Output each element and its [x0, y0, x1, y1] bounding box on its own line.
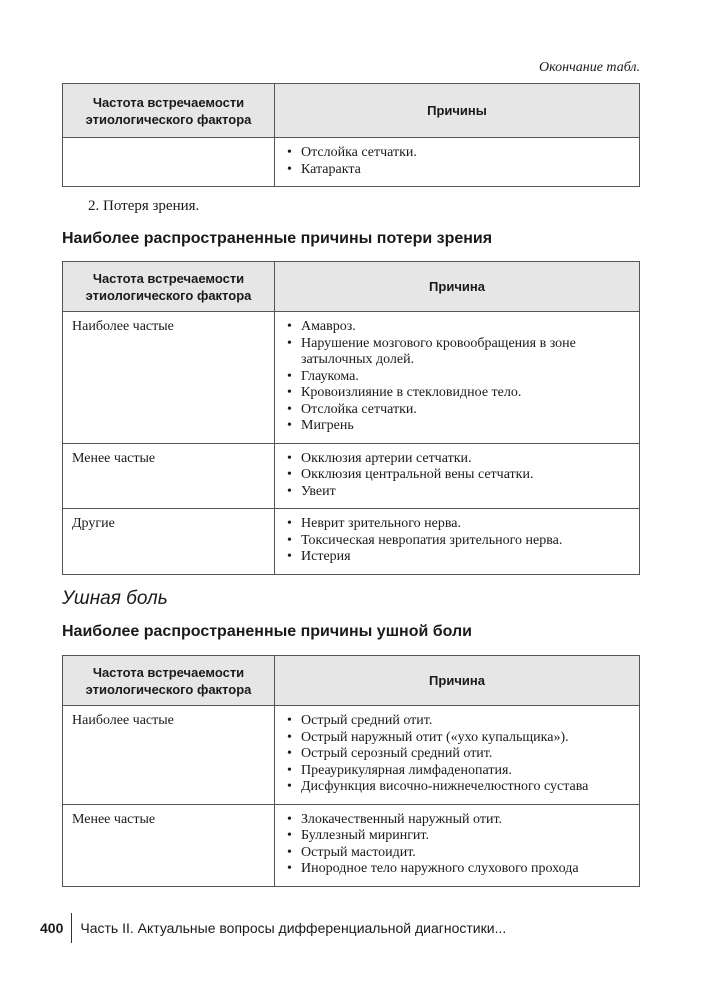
cause-item: • Окклюзия артерии сетчатки. — [301, 451, 629, 468]
table-row — [63, 138, 640, 187]
causes-cell — [275, 804, 640, 886]
cause-item: • Отслойка сетчатки. — [301, 402, 629, 419]
column-header-frequency: Частота встречаемости этиологического фактора — [63, 656, 275, 706]
footer-divider — [71, 913, 72, 943]
frequency-cell: Менее частые — [63, 443, 275, 509]
cause-item: • Буллезный мирингит. — [301, 828, 629, 845]
frequency-cell: Наиболее частые — [63, 312, 275, 444]
cause-item: • Отслойка сетчатки. — [301, 145, 629, 162]
column-header-cause: Причина — [275, 656, 640, 706]
subsection-title: Ушная боль — [62, 588, 168, 609]
cause-item: • Острый средний отит. — [301, 713, 629, 730]
cause-item: • Острый мастоидит. — [301, 845, 629, 862]
causes-cell — [275, 706, 640, 805]
cause-item: • Окклюзия центральной вены сетчатки. — [301, 467, 629, 484]
causes-cell — [275, 312, 640, 444]
cause-item: • Инородное тело наружного слухового прохода — [301, 861, 629, 878]
cause-item: • Преаурикулярная лимфаденопатия. — [301, 763, 629, 780]
paragraph-vision-loss: 2. Потеря зрения. — [88, 198, 200, 214]
cause-item: • Неврит зрительного нерва. — [301, 516, 629, 533]
page-footer — [40, 914, 506, 942]
column-header-cause: Причина — [275, 262, 640, 312]
cause-item: • Мигрень — [301, 418, 629, 435]
frequency-cell: Наиболее частые — [63, 706, 275, 805]
causes-cell — [275, 443, 640, 509]
continuation-label: Окончание табл. — [539, 60, 640, 75]
frequency-cell: Менее частые — [63, 804, 275, 886]
cause-item: • Катаракта — [301, 162, 629, 179]
cause-item: • Злокачественный наружный отит. — [301, 812, 629, 829]
cause-item: • Амавроз. — [301, 319, 629, 336]
table-row — [63, 312, 640, 444]
table-row — [63, 443, 640, 509]
table-ear-pain — [62, 655, 640, 887]
cause-item: • Увеит — [301, 484, 629, 501]
running-title: Часть II. Актуальные вопросы дифференциальной диагностики... — [80, 920, 507, 936]
cause-item: • Истерия — [301, 549, 629, 566]
table-row — [63, 509, 640, 575]
frequency-cell: Другие — [63, 509, 275, 575]
column-header-frequency: Частота встречаемости этиологического фактора — [63, 262, 275, 312]
cause-item: • Глаукома. — [301, 369, 629, 386]
frequency-cell — [63, 138, 275, 187]
table-vision-loss — [62, 261, 640, 575]
table-row — [63, 706, 640, 805]
causes-cell — [275, 138, 640, 187]
cause-item: • Острый серозный средний отит. — [301, 746, 629, 763]
column-header-frequency: Частота встречаемости этиологического фактора — [63, 84, 275, 138]
cause-item: • Нарушение мозгового кровообращения в зоне затылочных долей. — [301, 336, 629, 369]
cause-item: • Кровоизлияние в стекловидное тело. — [301, 385, 629, 402]
table-continued — [62, 83, 640, 187]
table-row — [63, 804, 640, 886]
heading-vision-loss: Наиболее распространенные причины потери зрения — [62, 230, 493, 247]
causes-cell — [275, 509, 640, 575]
cause-item: • Дисфункция височно-нижнечелюстного сустава — [301, 779, 629, 796]
cause-item: • Острый наружный отит («ухо купальщика»). — [301, 730, 629, 747]
column-header-causes: Причины — [275, 84, 640, 138]
page-number: 400 — [40, 920, 64, 936]
heading-ear-pain: Наиболее распространенные причины ушной боли — [62, 623, 472, 640]
cause-item: • Токсическая невропатия зрительного нерва. — [301, 533, 629, 550]
